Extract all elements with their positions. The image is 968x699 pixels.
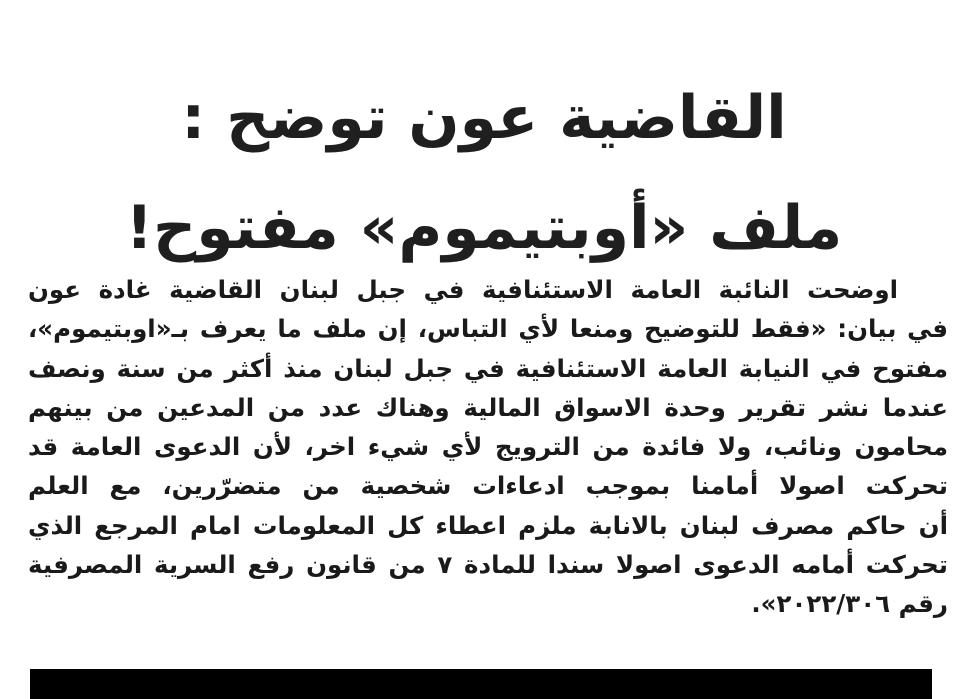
article-line: عندما نشر تقرير وحدة الاسواق المالية وهناك عدد من المدعين من بينهم [28, 392, 948, 422]
article-line: رقم ٢٠٢٢/٣٠٦». [751, 589, 948, 619]
headline-line-1: القاضية عون توضح : [181, 83, 787, 154]
article-line: أن حاكم مصرف لبنان بالانابة ملزم اعطاء كل المعلومات امام المرجع الذي [28, 510, 948, 540]
headline-line-2: ملف «أوبتيموم» مفتوح! [125, 193, 843, 264]
article-line: في بيان: «فقط للتوضيح ومنعا لأي التباس، إن ملف ما يعرف بـ«اوبتيموم»، [28, 314, 948, 344]
article-line: محامون ونائب، ولا فائدة من الترويج لأي شيء اخر، لأن الدعوى العامة قد [28, 432, 948, 462]
article-body [28, 270, 948, 624]
article-line: تحركت اصولا أمامنا بموجب ادعاءات شخصية من متضرّرين، مع العلم [28, 471, 948, 501]
article-line: مفتوح في النيابة العامة الاستئنافية في جبل لبنان منذ أكثر من سنة ونصف [28, 353, 948, 383]
bottom-frame-border [30, 669, 932, 699]
article-line: اوضحت النائبة العامة الاستئنافية في جبل لبنان القاضية غادة عون [28, 275, 898, 304]
article-line: تحركت أمامه الدعوى اصولا سندا للمادة ٧ من قانون رفع السرية المصرفية [28, 550, 949, 580]
